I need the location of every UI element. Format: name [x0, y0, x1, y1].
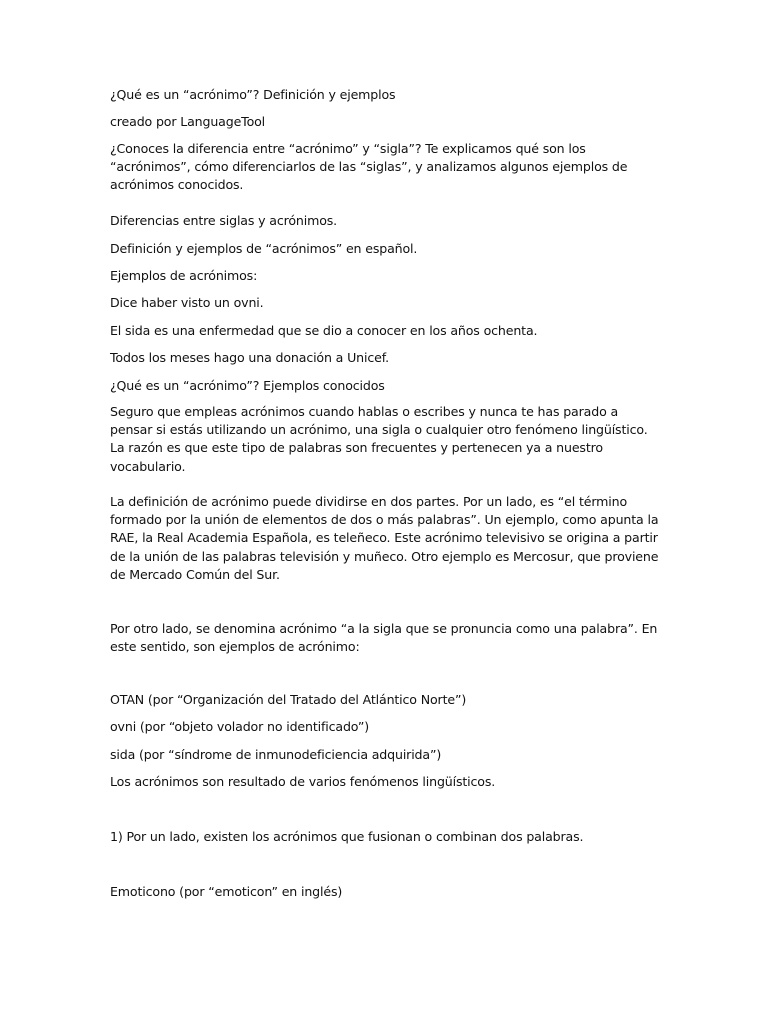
paragraph-definition: La definición de acrónimo puede dividirse en dos partes. Por un lado, es “el término formado por la unión de elementos de dos o más palabras”. Un ejemplo, como apunta la RAE, la Real Academia Española, es teleñeco. Este acrónimo televisivo se origina a partir de la unión de las palabras televisión y muñeco. Otro ejemplo es Mercosur, que proviene de Mercado Común del Sur.: [110, 494, 659, 582]
section-heading-differences: Diferencias entre siglas y acrónimos.: [110, 213, 338, 228]
list-item-ovni: ovni (por “objeto volador no identificado”): [110, 719, 370, 734]
examples-label: Ejemplos de acrónimos:: [110, 268, 258, 283]
list-item-otan: OTAN (por “Organización del Tratado del Atlántico Norte”): [110, 692, 467, 707]
paragraph-second-meaning: Por otro lado, se denomina acrónimo “a la sigla que se pronuncia como una palabra”. En este sentido, son ejemplos de acrónimo:: [110, 621, 658, 655]
paragraph-phenomena: Los acrónimos son resultado de varios fenómenos lingüísticos.: [110, 774, 496, 789]
paragraph-everyday-use: Seguro que empleas acrónimos cuando hablas o escribes y nunca te has parado a pensar si estás utilizando un acrónimo, una sigla o cualquier otro fenómeno lingüístico. La razón es que este tipo de palabras son frecuentes y pertenecen ya a nuestro vocabulario.: [110, 404, 648, 474]
section-heading-known-examples: ¿Qué es un “acrónimo”? Ejemplos conocidos: [110, 378, 385, 393]
paragraph-fusion: 1) Por un lado, existen los acrónimos que fusionan o combinan dos palabras.: [110, 829, 584, 844]
list-item-sida: sida (por “síndrome de inmunodeficiencia adquirida”): [110, 747, 442, 762]
section-heading-definition: Definición y ejemplos de “acrónimos” en español.: [110, 241, 418, 256]
example-sentence-unicef: Todos los meses hago una donación a Unicef.: [110, 350, 389, 365]
example-sentence-sida: El sida es una enfermedad que se dio a conocer en los años ochenta.: [110, 323, 538, 338]
example-emoticono: Emoticono (por “emoticon” en inglés): [110, 884, 343, 899]
document-author: creado por LanguageTool: [110, 114, 266, 129]
document-title: ¿Qué es un “acrónimo”? Definición y ejemplos: [110, 87, 396, 102]
example-sentence-ovni: Dice haber visto un ovni.: [110, 295, 264, 310]
intro-paragraph: ¿Conoces la diferencia entre “acrónimo” y “sigla”? Te explicamos qué son los “acrónimos”, cómo diferenciarlos de las “siglas”, y analizamos algunos ejemplos de acrónimos conocidos.: [110, 141, 628, 193]
